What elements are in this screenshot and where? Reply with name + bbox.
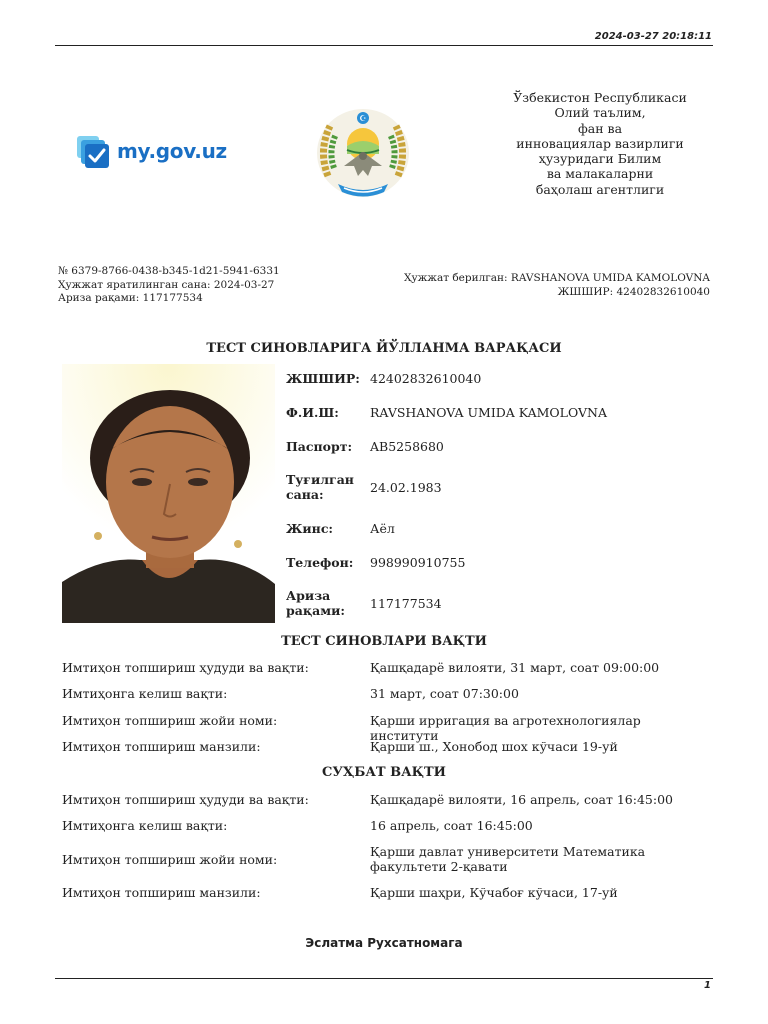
agency-line: ҳузуридаги Билим [538,151,662,167]
creation-date: Ҳужжат яратилинган сана: 2024-03-27 [58,278,275,291]
birthdate-value: 24.02.1983 [370,480,442,495]
document-title: ТЕСТ СИНОВЛАРИГА ЙЎЛЛАНМА ВАРАҚАСИ [206,341,562,356]
agency-line: Олий таълим, [554,105,646,121]
interview-section-title: СУҲБАТ ВАҚТИ [322,765,446,780]
state-emblem-icon [314,106,412,204]
agency-line: фан ва [577,120,623,136]
test-arrival-time-label: Имтиҳонга келиш вақти: [62,686,228,701]
gender-label: Жинс: [286,521,334,536]
interview-venue-name-label: Имтиҳон топшириш жойи номи: [62,852,278,867]
page-number: 1 [704,980,711,991]
test-venue-name-label: Имтиҳон топшириш жойи номи: [62,713,278,728]
application-number-label: Ариза рақами: [286,588,345,618]
test-venue-name-value: Қарши ирригация ва агротехнологиялар институти [370,713,641,743]
recipient-meta [404,272,710,299]
birthdate-label: Туғилган сана: [286,472,354,502]
interview-region-time-value: Қашқадарё вилояти, 16 апрель, соат 16:45:00 [370,792,673,807]
agency-line: Ўзбекистон Республикаси [513,90,687,105]
agency-line: ва малакаларни [546,166,654,182]
phone-label: Телефон: [286,555,354,570]
interview-venue-name-value: Қарши давлат университети Математика факультети 2-қавати [370,844,646,874]
document-number: № 6379-8766-0438-b345-1d21-5941-6331 [58,265,280,277]
interview-arrival-time-value: 16 апрель, соат 16:45:00 [370,818,533,833]
test-arrival-time-value: 31 март, соат 07:30:00 [370,686,519,701]
checkbox-icon [76,133,112,169]
print-timestamp: 2024-03-27 20:18:11 [594,31,712,42]
interview-address-value: Қарши шаҳри, Кўчабоғ кўчаси, 17-уй [370,885,618,900]
application-number-value: 117177534 [370,596,442,611]
svg-text:☪: ☪ [359,114,367,123]
mygov-logo[interactable] [76,133,227,169]
test-region-time-label: Имтиҳон топшириш ҳудуди ва вақти: [62,660,309,675]
passport-label: Паспорт: [286,439,353,454]
mygov-logo-text: my.gov.uz [117,139,227,163]
pinfl-label: ЖШШИР: [286,371,360,386]
fullname-label: Ф.И.Ш: [286,405,339,420]
application-number: Ариза рақами: 117177534 [58,292,203,304]
phone-value: 998990910755 [370,555,466,570]
test-section-title: ТЕСТ СИНОВЛАРИ ВАҚТИ [281,634,487,649]
gender-value: Аёл [370,521,395,536]
pinfl-value: 42402832610040 [370,371,482,386]
document-meta [58,265,280,306]
test-region-time-value: Қашқадарё вилояти, 31 март, соат 09:00:00 [370,660,660,675]
issued-to: Ҳужжат берилган: RAVSHANOVA UMIDA KAMOLOVNA [403,272,710,284]
interview-region-time-label: Имтиҳон топшириш ҳудуди ва вақти: [62,792,309,807]
agency-line: инновациялар вазирлиги [516,135,684,151]
footer-divider [55,978,713,979]
fullname-value: RAVSHANOVA UMIDA KAMOLOVNA [370,405,607,420]
test-address-label: Имтиҳон топшириш манзили: [62,739,261,754]
issuing-agency [470,90,730,197]
interview-address-label: Имтиҳон топшириш манзили: [62,885,261,900]
permit-note-title: Эслатма Рухсатномага [305,936,463,950]
interview-arrival-time-label: Имтиҳонга келиш вақти: [62,818,228,833]
header-divider [55,45,713,46]
test-address-value: Қарши ш., Хонобод шох кўчаси 19-уй [370,739,618,754]
agency-line: баҳолаш агентлиги [535,181,665,197]
passport-value: AB5258680 [370,439,444,454]
portrait-photo [62,364,275,623]
recipient-pinfl: ЖШШИР: 42402832610040 [557,285,710,298]
